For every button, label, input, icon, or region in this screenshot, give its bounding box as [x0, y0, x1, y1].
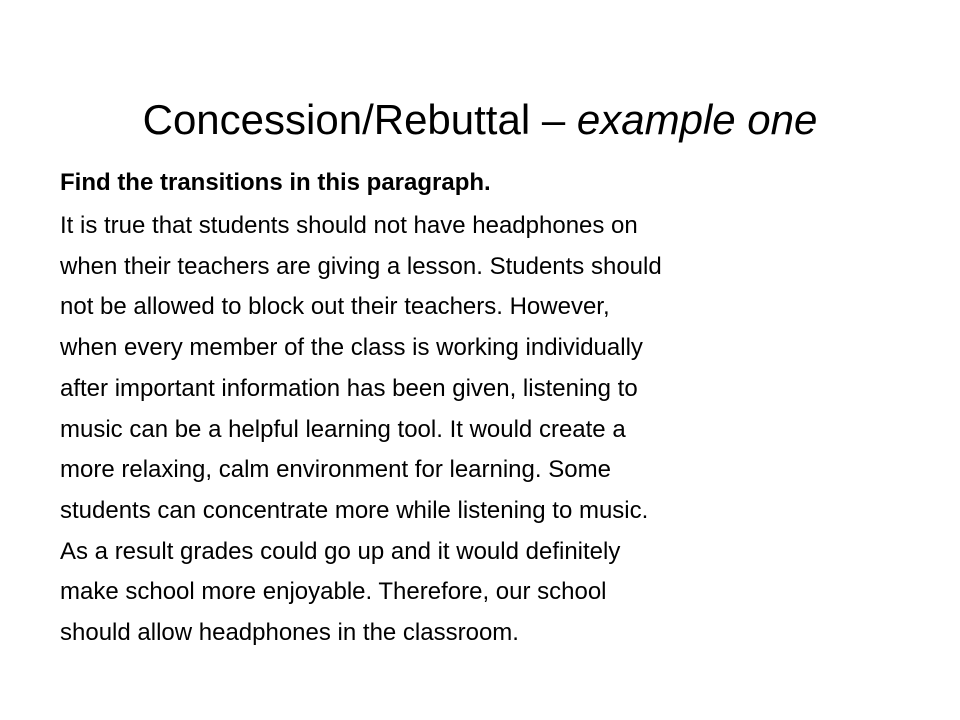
paragraph-line: after important information has been given, listening to: [60, 374, 638, 402]
title-italic: example one: [576, 96, 818, 144]
paragraph-line: when their teachers are giving a lesson. Students should: [60, 252, 662, 280]
paragraph-line: should allow headphones in the classroom.: [60, 619, 519, 647]
slide-title: [48, 88, 912, 152]
paragraph-line: make school more enjoyable. Therefore, our school: [60, 578, 607, 606]
paragraph-line: students can concentrate more while listening to music.: [60, 496, 649, 524]
paragraph-line: when every member of the class is working individually: [60, 334, 643, 362]
paragraph-line: not be allowed to block out their teachers. However,: [60, 293, 610, 321]
instruction-text: Find the transitions in this paragraph.: [60, 169, 491, 196]
paragraph-line: As a result grades could go up and it would definitely: [60, 537, 621, 565]
paragraph-line: more relaxing, calm environment for learning. Some: [60, 456, 611, 484]
slide-body: [60, 166, 910, 654]
example-paragraph: [60, 206, 910, 654]
paragraph-line: It is true that students should not have headphones on: [60, 212, 638, 239]
title-main: Concession/Rebuttal –: [142, 96, 577, 144]
paragraph-line: music can be a helpful learning tool. It would create a: [60, 415, 626, 443]
